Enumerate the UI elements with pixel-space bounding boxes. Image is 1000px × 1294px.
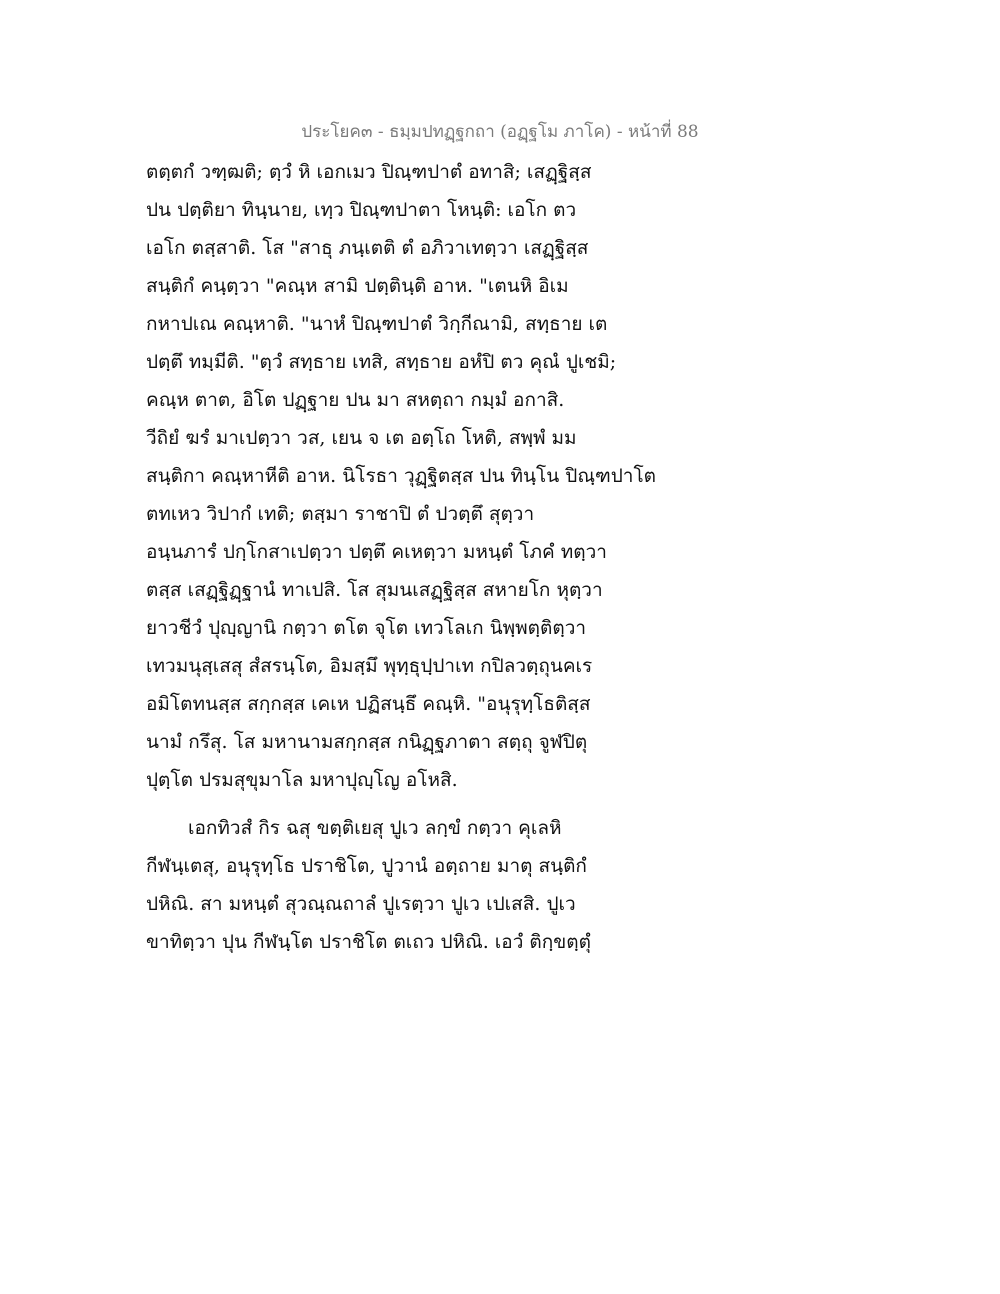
paragraph-1 [146,160,866,806]
text-line: สนฺติกา คณฺหาหีติ อาห. นิโรธา วุฏฺฐิตสฺส ปน ทินฺโน ปิณฺฑปาโต [146,465,657,487]
text-line: กีฬนฺเตสุ, อนุรุทฺโธ ปราชิโต, ปูวานํ อตฺถาย มาตุ สนฺติกํ [146,855,587,877]
text-line: เอกทิวสํ กิร ฉสุ ขตฺติเยสุ ปูเว ลกฺขํ กตฺวา คุเลหิ [188,817,562,839]
text-line: สนฺติกํ คนฺตฺวา "คณฺห สามิ ปตฺตินฺติ อาห. "เตนหิ อิเม [146,275,569,297]
text-line: นามํ กรึสุ. โส มหานามสกฺกสฺส กนิฏฺฐภาตา สตฺถุ จูฬปิตุ [146,731,588,753]
text-line: คณฺห ตาต, อิโต ปฏฺฐาย ปน มา สหตฺถา กมฺมํ อกาสิ. [146,389,565,411]
text-line: เอโก ตสฺสาติ. โส "สาธุ ภนฺเตติ ตํ อภิวาเทตฺวา เสฏฺฐิสฺส [146,237,589,259]
text-line: ยาวชีวํ ปุญฺญานิ กตฺวา ตโต จุโต เทวโลเก นิพฺพตฺติตฺวา [146,617,587,639]
text-line: ตทเหว วิปากํ เทติ; ตสฺมา ราชาปิ ตํ ปวตฺตึ สุตฺวา [146,503,535,525]
paragraph-gap [146,806,866,816]
text-line: กหาปเณ คณฺหาติ. "นาหํ ปิณฺฑปาตํ วิกฺกีณามิ, สทฺธาย เต [146,313,608,335]
text-line: อนฺนภารํ ปกฺโกสาเปตฺวา ปตฺตึ คเหตฺวา มหนฺตํ โภคํ ทตฺวา [146,541,607,563]
text-line: อมิโตทนสฺส สกฺกสฺส เคเห ปฏิสนฺธึ คณฺหิ. "อนุรุทฺโธติสฺส [146,693,591,715]
text-line: ตสฺส เสฏฺฐิฏฺฐานํ ทาเปสิ. โส สุมนเสฏฺฐิสฺส สหายโก หุตฺวา [146,579,603,601]
text-line: ตตฺตกํ วฑฺฒติ; ตฺวํ หิ เอกเมว ปิณฺฑปาตํ อทาสิ; เสฏฺฐิสฺส [146,161,592,183]
paragraph-2 [146,816,866,968]
text-line: ปตฺตึ ทมฺมีติ. "ตฺวํ สทฺธาย เทสิ, สทฺธาย อหํปิ ตว คุณํ ปูเชมิ; [146,351,617,373]
text-line: ปหิณิ. สา มหนฺตํ สุวณฺณถาลํ ปูเรตฺวา ปูเว เปเสสิ. ปูเว [146,893,576,915]
page-header [0,118,1000,145]
body-text [146,160,866,968]
text-line: ปุตฺโต ปรมสุขุมาโล มหาปุญฺโญ อโหสิ. [146,769,458,791]
text-line: วีถิยํ ฆรํ มาเปตฺวา วส, เยน จ เต อตฺโถ โหติ, สพฺพํ มม [146,427,577,449]
text-line: ขาทิตฺวา ปุน กีฬนฺโต ปราชิโต ตเถว ปหิณิ. เอวํ ติกฺขตฺตุํ [146,931,591,953]
text-line: เทวมนุสฺเสสุ สํสรนฺโต, อิมสฺมึ พุทฺธุปฺปาเท กปิลวตฺถุนคเร [146,655,593,677]
page-header-text: ประโยค๓ - ธมฺมปทฏฺฐกถา (อฏฺฐโม ภาโค) - หน้าที่ 88 [301,122,699,142]
text-line: ปน ปตฺติยา ทินฺนาย, เทฺว ปิณฺฑปาตา โหนฺติ: เอโก ตว [146,199,577,221]
